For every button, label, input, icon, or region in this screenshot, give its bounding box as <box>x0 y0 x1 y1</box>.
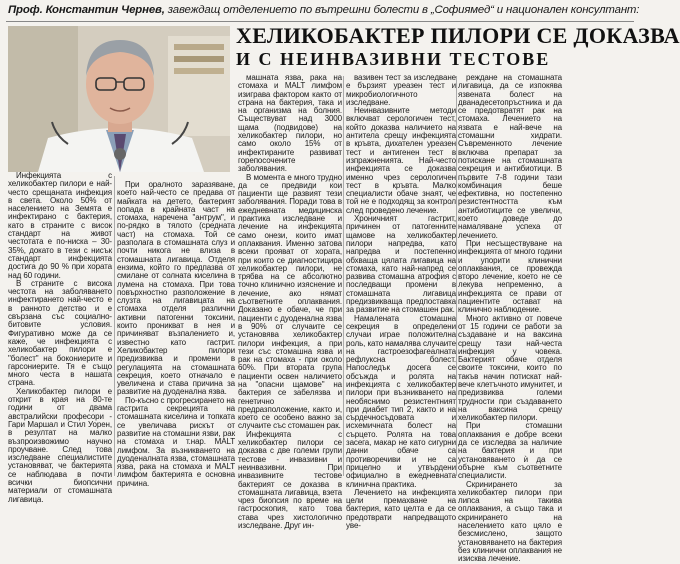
paragraph: Инфекцията с хеликобактер пилори е най-често срещаната инфекция в света. Около 50% от населението на Земята е инфектирано с бактерия, като в страните с висок стандарт на живот честотата е по-ниска – 30-35%, докато в тези с нисък стандарт инфекцията достига до 90 % при хората над 60 години. <box>8 171 112 280</box>
article-column-1 <box>8 171 112 504</box>
column-divider <box>343 76 344 476</box>
paragraph: Неинвазивните методи включват серологичен тест, който доказва наличието на антитела срещу инфекцията в кръвта, дихателен уреазен тест и антигенен тест в изпражненията. Най-често инфекцията се доказва именно чрез серологичен тест в кръвта. Малко специалисти обаче знаят, че той не е подходящ за контрол след проведено лечение. <box>346 106 456 215</box>
paragraph: При стомашни оплаквания е добре всеки да се изследва за наличие на бактерия и при установяването ѝ да се обърне към съответните специалисти. <box>458 421 562 481</box>
author-title: завеждащ отделението по вътрешни болести в „Софиямед“ и национален консултант: <box>164 4 640 16</box>
paragraph: Намалената стомашна секреция в определени случаи играе положителна роль, като намалява случаите на гастроезофагеалната рефлуксна болест. Напоследък досега се обсъжда и ролята на инфекцията с хеликобактер пилори при възникването на необяснимо резистентният при диабет тип 2, както и на сърдечносъдовата и исхемичната болест на сърцето. Ролята на това засега, макар не като сигурни данни обаче са противоречиви и не са прицелно и утвърдени официално в ежедневната клинична практика. <box>346 313 456 489</box>
paragraph: В страните с висока честота на заболяването инфектирането най-често е в ранното детство и е свързана със социално-битовите условия. Фигуративно може да се каже, че инфекцията с хеликобактер пилори е "болест" на бокониерите и гарсониерите. Тя е също много честа в нашата страна. <box>8 278 112 388</box>
article-column-5 <box>458 73 562 564</box>
paragraph: Хеликобактер пилори е открит в края на 80-те години от двама австралийски професори - Гари Маршал и Стил Уорен, в резултат на малко възпроизвожимо научно проучване. След това изследване специалистите установяват, че бактерията се наблюдава в почти всички биопсични материали от стомашната лигавица. <box>8 386 112 504</box>
header-rule <box>6 21 634 22</box>
headline <box>236 23 680 70</box>
paragraph: В момента е много трудно да се предвиди кои пациенти ще развият тези заболявания. Поради това в ежедневната медицинска практика изследване и лечение на инфекцията само онези, които имат оплаквания. Именно затова всеки прояват от хората, при които се диагностицира хеликобактер пилори, не трябва на се абсолютно точно клинично изяснение и лечение, ако нямат съответните оплаквания. Доказано е обаче, че при пациенти с дуоденална язва в 90% от случаите се установява хеликобактер пилори инфекция, а при тези със стомашна язва и рак на стомаха - при около 60%. При втората група пациенти освен наличието на "опасни щамове" на бактерия се забелязва и генетично предразположение, както и, което се особено важно за случаите със стомашен рак. <box>238 172 342 431</box>
paragraph: По-късно с прогресирането на гастрита секрецията на стомашната киселина и топката се увеличава рискът от развитие на стомашни язви, рак на стомаха и т.нар. MALT лимфом. За възникването на дуоденалната язва, стомашната язва, рака на стомаха и MALT лимфом бактерията е основна причина. <box>117 395 236 488</box>
paragraph: При оралното заразяване, което най-често се предава от майката на детето, бактерият попада в крайната част на стомаха, наречена "антрум", и по-рядко в тялото (средната част) на стомаха. Той се разполага в стомашната слуз и почти никога не влиза в стомашната лигавица. Отделя ензима, който го предпазва от смилане от солната киселина в лумена на стомаха. При това повърхностно разположение в слузта на лигавицата на стомаха отделя различни активни патогенни токсини, които проникват в нея и причиняват възпалението и, известно като гастрит. Хеликобактер пилори предизвиква и промени в регулацията на стомашната секреция, което отначало е увеличена и става причина за развитие на дуоденална язва. <box>117 180 235 397</box>
paragraph: Инфекцията с хеликобактер пилори се доказва с две големи групи тестове - инвазивни и неинвазивни. При инвазивните тестове бактерият се доказва в стомашната лигавица, взета чрез биопсия по време на гастроскопия, като това става чрез хистологично изследване. Друг ин- <box>238 429 342 531</box>
paragraph: реждане на стомашната лигавица, да се изпокява язвената болест на дванадесетопръстника и да се предотвратят рак на стомаха. Лечението на язвата е най-вече на стомашни хидрати. Съвременното лечение включва препарат за потискане на стомашната секреция и антибиотици. В първите 7-8 години тази комбинация беше ефективна, но постепенно резистентността към антибиотиците се увеличи, което доведе до намаляване успеха от лечението. <box>458 73 562 240</box>
author-name: Проф. Константин Чернев, <box>8 4 165 16</box>
paragraph: При несъществуване на инфекцията от много години и упорити клинични оплаквания, се провежда второ лечение, което не се лекува непременно, а инфекцията се прави от пациентите остават на клинично наблюдение. <box>458 238 562 315</box>
article-column-2 <box>117 180 236 488</box>
paragraph: Хроничният гастрит, причинен от патогенните щамове на хеликобактер пилори напредва, като напредва и постепенно обхваща цялата лигавица на стомаха, като най-напред се развива стомашна атрофия с последващи промени в стомашната лигавица предизвикваща предпоставка за развитие на стомашен рак. <box>346 214 456 315</box>
article-kicker <box>8 4 640 22</box>
column-divider <box>456 76 457 476</box>
paragraph: вазивен тест за изследване е бързият уреазен тест и микробиологичното изследване. <box>346 73 456 107</box>
headline-line-1: ХЕЛИКОБАКТЕР ПИЛОРИ СЕ ДОКАЗВА <box>236 23 680 48</box>
paragraph: Лечението на инфекцията цели премахване на бактерия, като целта е да се предотврати напредващото уве- <box>346 487 456 531</box>
column-divider <box>114 176 115 476</box>
portrait-illustration <box>8 26 230 172</box>
paragraph: машната язва, рака на стомаха и MALT лимфом изиграва фактором както от страна на бактерия, така и на организма на болния. Съществуват над 3000 щама (подвидове) на хеликобактер пилори, но само около 15% от инфектираните развиват горепосочените заболявания. <box>238 73 342 174</box>
article-column-4 <box>346 73 456 531</box>
paragraph: Скринирането за хеликобактер пилори при липса на такива оплаквания, а също така и скринирането на населението като цяло е безсмислено, защото установяването на бактерия без клинични оплаквания не изисква лечение. <box>458 479 562 564</box>
article-column-3 <box>238 73 342 531</box>
paragraph: Много активно от повече от 15 години се работи за създаване и на ваксина срещу тази най-честа инфекция у човека. Бактерият обаче отделя своите токсини, които по такъв начин потискат най-вече клетъчното имунитет, и предизвиква големи трудности при създаването на ваксина срещу хеликобактер пилори. <box>458 313 562 423</box>
portrait-photo <box>8 26 230 172</box>
headline-line-2: И С НЕИНВАЗИВНИ ТЕСТОВЕ <box>236 49 551 69</box>
